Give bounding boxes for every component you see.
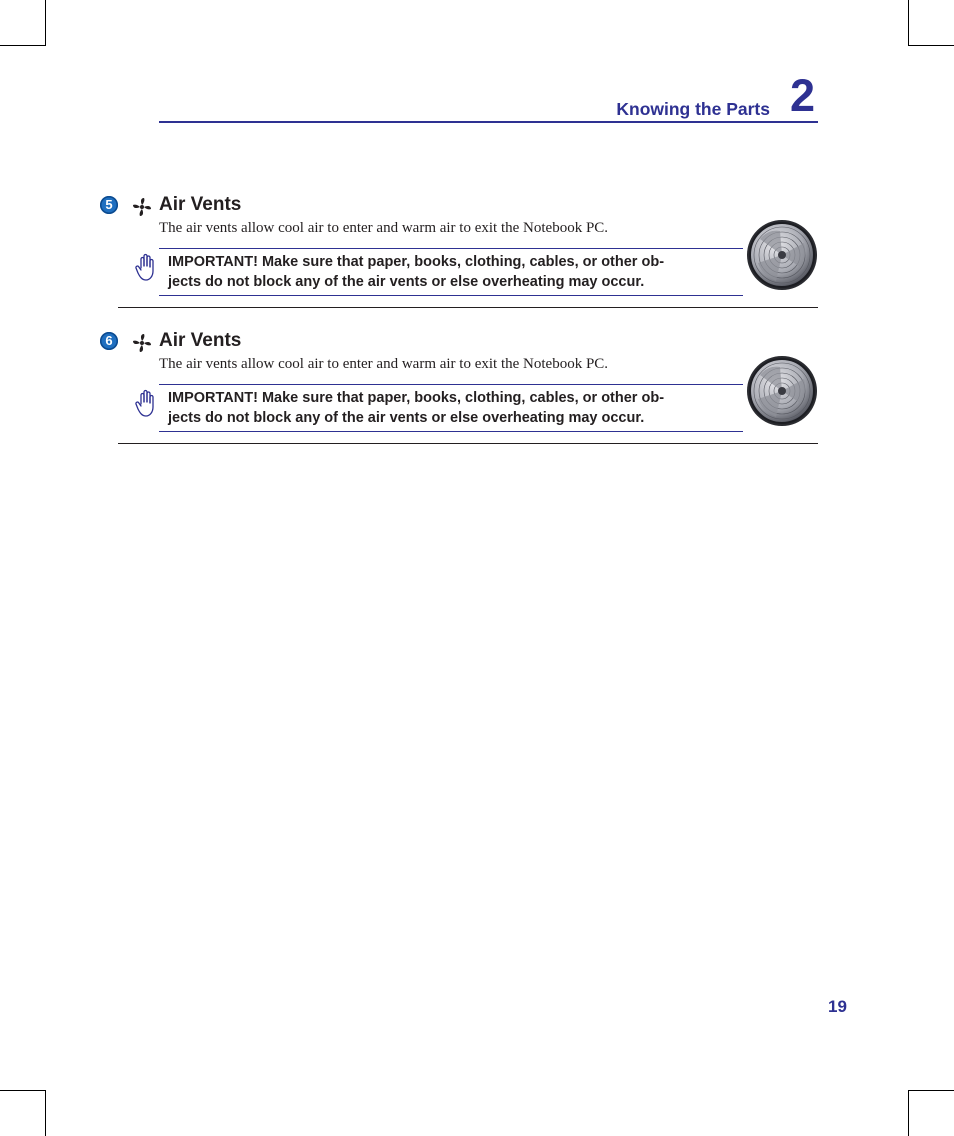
fan-icon — [132, 333, 152, 353]
section-title: Air Vents — [159, 194, 242, 215]
section-divider — [118, 443, 818, 444]
note-line: IMPORTANT! Make sure that paper, books, clothing, cables, or other ob- — [168, 254, 665, 270]
fan-icon — [132, 197, 152, 217]
section-body: The air vents allow cool air to enter and warm air to exit the Notebook PC. — [159, 356, 609, 372]
section-number-badge: 6 — [100, 332, 118, 350]
header-rule — [159, 121, 818, 123]
section-air-vents-5 — [0, 192, 954, 328]
note-rule — [159, 248, 743, 249]
hand-icon — [135, 253, 156, 282]
fan-photo — [746, 219, 818, 291]
chapter-title: Knowing the Parts — [616, 99, 770, 119]
important-note — [168, 388, 728, 428]
fan-photo — [746, 355, 818, 427]
section-divider — [118, 307, 818, 308]
note-line: IMPORTANT! Make sure that paper, books, clothing, cables, or other ob- — [168, 390, 665, 406]
hand-icon — [135, 389, 156, 418]
chapter-number: 2 — [790, 70, 816, 121]
note-rule — [159, 431, 743, 432]
note-rule — [159, 384, 743, 385]
section-body: The air vents allow cool air to enter and warm air to exit the Notebook PC. — [159, 220, 609, 236]
note-rule — [159, 295, 743, 296]
section-title: Air Vents — [159, 330, 242, 351]
section-number-badge: 5 — [100, 196, 118, 214]
page-number: 19 — [828, 997, 847, 1016]
note-line: jects do not block any of the air vents or else overheating may occur. — [168, 410, 645, 426]
section-air-vents-6 — [0, 328, 954, 464]
note-line: jects do not block any of the air vents or else overheating may occur. — [168, 274, 645, 290]
important-note — [168, 252, 728, 292]
